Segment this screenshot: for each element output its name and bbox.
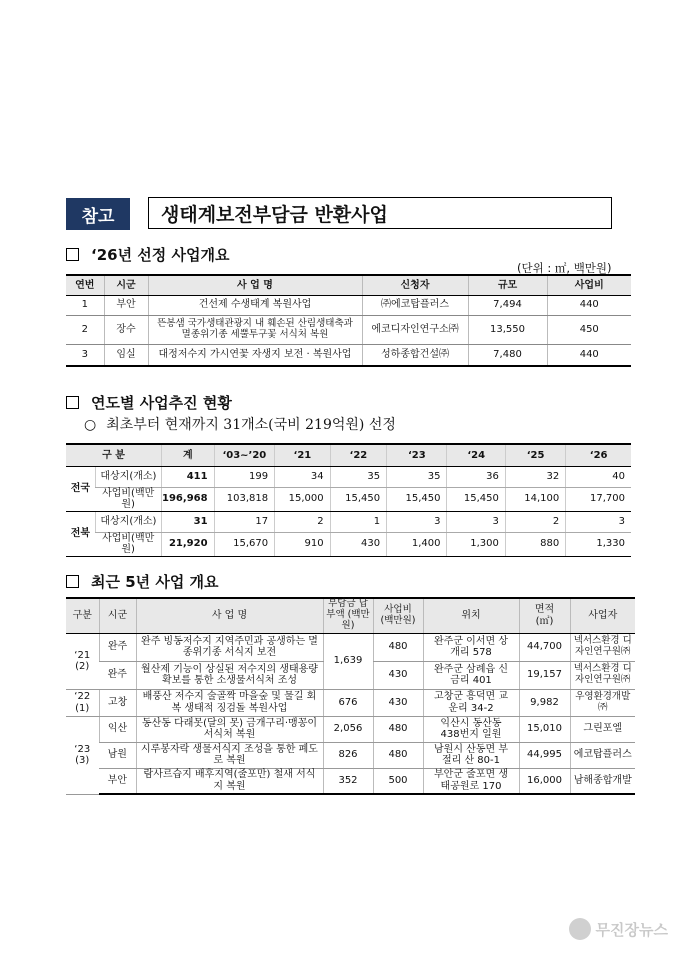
cell: 676 [323,689,373,716]
cell: 3 [387,511,447,532]
page-title: 생태계보전부담금 반환사업 [148,197,612,229]
cell: 시루봉자락 생물서식지 조성을 통한 폐도로 복원 [136,742,323,768]
col-header: 사업자 [570,598,635,633]
cell: 남원 [99,742,136,768]
cell: 완주 [99,633,136,661]
yearly-status-table [66,443,631,557]
cell: 완주군 삼례읍 신금리 401 [423,661,519,689]
col-header: 시군 [104,275,148,295]
cell: 1,639 [323,633,373,689]
col-header: 사 업 명 [148,275,362,295]
cell: 411 [162,466,215,487]
table-row [66,633,635,661]
year-label: ‘23 (3) [66,716,99,794]
watermark-logo-icon [569,918,591,940]
col-header: 계 [162,444,215,466]
cell: 에코탑플러스 [570,742,635,768]
cell: 34 [275,466,331,487]
section2-heading [66,392,232,413]
cell: 2 [275,511,331,532]
checkbox-square-icon [66,575,79,588]
cell: 동산동 다래못(달의 못) 금개구리·맹꽁이 서식처 복원 [136,716,323,742]
col-header: ‘03~’20 [214,444,275,466]
col-header: 사업비 [547,275,631,295]
summary-text: 최초부터 현재까지 31개소(국비 219억원) 선정 [106,417,396,433]
table-row [66,511,631,532]
col-header: 시군 [99,598,136,633]
cell: 17 [214,511,275,532]
section1-heading [66,244,229,265]
table-row [66,768,635,794]
cell: 고창 [99,689,136,716]
col-header: 사 업 명 [136,598,323,633]
cell: 21,920 [162,532,215,556]
cell: 15,450 [387,487,447,511]
col-header: 신청자 [362,275,468,295]
cell: 430 [373,689,423,716]
cell: 2 [505,511,565,532]
cell: 15,450 [447,487,505,511]
cell: 넥서스환경 디자인연구원㈜ [570,633,635,661]
col-header: ‘21 [275,444,331,466]
cell: 14,100 [505,487,565,511]
cell: 40 [566,466,631,487]
section3-heading [66,571,219,592]
cell: 15,670 [214,532,275,556]
table-row [66,689,635,716]
cell: 장수 [104,315,148,344]
cell: 남원시 산동면 부절리 산 80-1 [423,742,519,768]
cell: 1,330 [566,532,631,556]
cell: 3 [66,344,104,366]
col-header: 연번 [66,275,104,295]
section2-summary [84,414,396,434]
cell: 2,056 [323,716,373,742]
cell: 103,818 [214,487,275,511]
cell: 36 [447,466,505,487]
table-row [66,742,635,768]
cell: 430 [330,532,386,556]
cell: 500 [373,768,423,794]
cell: 910 [275,532,331,556]
checkbox-square-icon [66,396,79,409]
cell: 뜬봉샘 국가생태관광지 내 훼손된 산림생태축과 멸종위기종 세뿔투구꽃 서식처 복원 [148,315,362,344]
col-header: ‘22 [330,444,386,466]
col-header: 규모 [468,275,547,295]
cell: 480 [373,716,423,742]
unit-label: (단위 : ㎡, 백만원) [517,261,612,275]
cell: 익산 [99,716,136,742]
col-header: 면적 (㎡) [519,598,570,633]
watermark [569,918,668,940]
cell: 440 [547,295,631,315]
cell: 352 [323,768,373,794]
cell: 람사르습지 배후지역(줄포만) 철새 서식지 복원 [136,768,323,794]
cell: 31 [162,511,215,532]
cell: 35 [387,466,447,487]
cell: 7,494 [468,295,547,315]
table-row [66,716,635,742]
selection-table [66,274,631,367]
cell: 완주 [99,661,136,689]
col-header: 사업비 (백만원) [373,598,423,633]
col-header: 구 분 [66,444,162,466]
section2-title: 연도별 사업추진 현황 [91,394,232,412]
cell: 450 [547,315,631,344]
cell: 880 [505,532,565,556]
row-label: 대상지(개소) [95,466,161,487]
cell: 35 [330,466,386,487]
cell: 부안군 줄포면 생태공원로 170 [423,768,519,794]
cell: 넥서스환경 디자인연구원㈜ [570,661,635,689]
cell: 임실 [104,344,148,366]
cell: 1 [66,295,104,315]
col-header: ‘23 [387,444,447,466]
cell: 1,400 [387,532,447,556]
section1-title: ‘26년 선정 사업개요 [91,246,230,264]
cell: 1,300 [447,532,505,556]
cell: 2 [66,315,104,344]
cell: 남해종합개발 [570,768,635,794]
cell: 19,157 [519,661,570,689]
cell: 7,480 [468,344,547,366]
cell: 15,000 [275,487,331,511]
cell: 완주 빙동저수지 지역주민과 공생하는 멸종위기종 서식지 보전 [136,633,323,661]
table-row [66,532,631,556]
cell: 44,995 [519,742,570,768]
cell: 완주군 이서면 상개리 578 [423,633,519,661]
cell: 480 [373,633,423,661]
watermark-text: 무진장뉴스 [595,920,668,939]
reference-badge: 참고 [66,198,130,230]
recent-projects-table [66,597,635,795]
table-row [66,295,631,315]
cell: 196,968 [162,487,215,511]
cell: 에코디자인연구소㈜ [362,315,468,344]
table-row [66,466,631,487]
cell: 월산제 기능이 상실된 저수지의 생태용량 확보를 통한 소생물서식처 조성 [136,661,323,689]
col-header: ‘25 [505,444,565,466]
cell: 고창군 흥덕면 교운리 34-2 [423,689,519,716]
cell: 1 [330,511,386,532]
col-header: ‘26 [566,444,631,466]
section3-title: 최근 5년 사업 개요 [91,573,219,591]
cell: 15,450 [330,487,386,511]
cell: 배풍산 저수지 술골짝 마을숲 및 물길 회복 생태적 징검돌 복원사업 [136,689,323,716]
table-row [66,487,631,511]
cell: 199 [214,466,275,487]
row-label: 대상지(개소) [95,511,161,532]
row-label: 사업비(백만원) [95,487,161,511]
cell: 성하종합건설㈜ [362,344,468,366]
circle-bullet-icon: ○ [84,417,97,433]
cell: 15,010 [519,716,570,742]
cell: 3 [566,511,631,532]
cell: 부안 [99,768,136,794]
cell: 건선제 수생태계 복원사업 [148,295,362,315]
cell: 13,550 [468,315,547,344]
cell: ㈜에코탑플러스 [362,295,468,315]
cell: 44,700 [519,633,570,661]
cell: 826 [323,742,373,768]
col-header: 구분 [66,598,99,633]
cell: 16,000 [519,768,570,794]
table-row [66,315,631,344]
cell: 430 [373,661,423,689]
table-row [66,344,631,366]
checkbox-square-icon [66,248,79,261]
cell: 우영환경개발㈜ [570,689,635,716]
cell: 부안 [104,295,148,315]
col-header: 위치 [423,598,519,633]
cell: 그린포엘 [570,716,635,742]
year-label: ‘21 (2) [66,633,99,689]
cell: 480 [373,742,423,768]
cell: 17,700 [566,487,631,511]
cell: 대정저수지 가시연꽃 자생지 보전 · 복원사업 [148,344,362,366]
col-header: 부담금 납부액 (백만원) [323,598,373,633]
group-label: 전국 [66,466,95,511]
col-header: ‘24 [447,444,505,466]
group-label: 전북 [66,511,95,556]
year-label: ‘22 (1) [66,689,99,716]
cell: 9,982 [519,689,570,716]
cell: 익산시 동산동 438번지 일원 [423,716,519,742]
cell: 32 [505,466,565,487]
cell: 3 [447,511,505,532]
cell: 440 [547,344,631,366]
row-label: 사업비(백만원) [95,532,161,556]
